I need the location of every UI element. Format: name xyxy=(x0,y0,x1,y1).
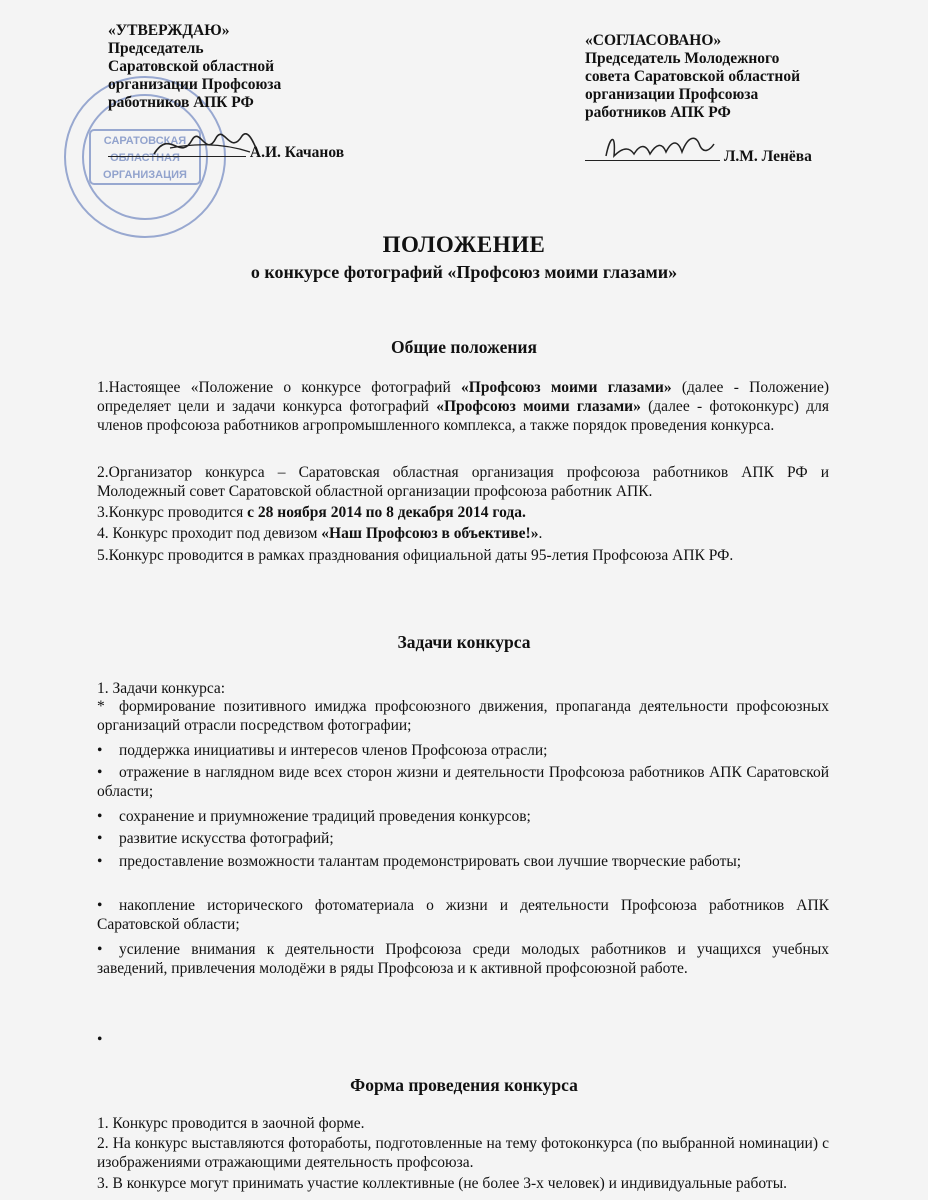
paragraph-5: 5.Конкурс проводится в рамках празднования официальной даты 95-летия Профсоюза АПК РФ. xyxy=(97,547,734,564)
bullet-marker: • xyxy=(97,853,103,870)
list-intro: 1. Задачи конкурса: xyxy=(97,680,226,697)
section-heading: Общие положения xyxy=(391,337,537,357)
approval-line: Председатель Молодежного xyxy=(585,50,780,67)
form-list-item: 3. В конкурсе могут принимать участие коллективные (не более 3-х человек) и индивидуальные работы. xyxy=(97,1175,787,1192)
bullet-marker: • xyxy=(97,941,103,958)
approval-line: совета Саратовской областной xyxy=(585,68,800,85)
bullet-marker: • xyxy=(97,808,103,825)
paragraph-2: 2.Организатор конкурса – Саратовская областная организация профсоюза работников АПК РФ и Молодежный совет Саратовской областной организации профсоюза работник АПК. xyxy=(97,464,829,500)
task-list-item xyxy=(97,763,829,801)
bullet-marker: * xyxy=(97,698,105,715)
bullet-marker: • xyxy=(97,897,103,914)
section-heading: Задачи конкурса xyxy=(397,632,531,652)
signer-name: А.И. Качанов xyxy=(249,144,345,161)
handwritten-signature-right xyxy=(600,126,720,166)
stamp-text-top: САРАТОВСКАЯ xyxy=(103,135,187,147)
signer-name: Л.М. Ленёва xyxy=(723,148,812,165)
task-text: развитие искусства фотографий; xyxy=(119,830,334,847)
task-list-item xyxy=(97,896,829,934)
approval-header: «УТВЕРЖДАЮ» xyxy=(108,22,230,39)
form-list-item: 2. На конкурс выставляются фотоработы, подготовленные на тему фотоконкурса (по выбранной номинации) с изображениями отражающими деятельность профсоюза. xyxy=(97,1135,829,1171)
approval-line: организации Профсоюза xyxy=(108,76,282,93)
approval-header: «СОГЛАСОВАНО» xyxy=(585,32,722,49)
task-text: накопление исторического фотоматериала о жизни и деятельности Профсоюза работников АПК Саратовской области; xyxy=(97,897,829,933)
task-list-item xyxy=(97,829,829,848)
task-text: отражение в наглядном виде всех сторон жизни и деятельности Профсоюза работников АПК Саратовской области; xyxy=(97,764,829,800)
approval-line: Саратовской областной xyxy=(108,58,275,75)
approval-line: организации Профсоюза xyxy=(585,86,759,103)
paragraph-1: 1.Настоящее «Положение о конкурсе фотографий «Профсоюз моими глазами» (далее - Положение) определяет цели и задачи конкурса фотографий «Профсоюз моими глазами» (далее - фотоконкурс) для членов профсоюза работников агропромышленного комплекса, а также порядок проведения конкурса. xyxy=(97,379,829,434)
bullet-marker: • xyxy=(97,742,103,759)
task-list-item xyxy=(97,741,829,760)
form-list-item: 1. Конкурс проводится в заочной форме. xyxy=(97,1115,365,1132)
approval-block-left xyxy=(108,22,368,112)
task-text: предоставление возможности талантам продемонстрировать свои лучшие творческие работы; xyxy=(119,853,742,870)
stamp-text-bot: ОРГАНИЗАЦИЯ xyxy=(103,169,187,181)
stamp-text-mid: ОБЛАСТНАЯ xyxy=(110,152,180,164)
bullet-marker: • xyxy=(97,764,103,781)
task-text: сохранение и приумножение традиций проведения конкурсов; xyxy=(119,808,531,825)
task-list-item xyxy=(97,697,829,735)
paragraph-3: 3.Конкурс проводится с 28 ноября 2014 по 8 декабря 2014 года. xyxy=(97,504,526,521)
approval-line: работников АПК РФ xyxy=(108,94,254,111)
document-title: ПОЛОЖЕНИЕ xyxy=(382,232,546,257)
empty-bullet: • xyxy=(97,1031,103,1048)
approval-line: Председатель xyxy=(108,40,204,57)
paragraph-4: 4. Конкурс проходит под девизом «Наш Профсоюз в объективе!». xyxy=(97,525,543,542)
approval-block-right xyxy=(585,32,875,122)
task-text: формирование позитивного имиджа профсоюзного движения, пропаганда деятельности профсоюзных организаций отрасли посредством фотографии; xyxy=(97,698,829,734)
task-text: усиление внимания к деятельности Профсоюза среди молодых работников и учащихся учебных заведений, привлечения молодёжи в ряды Профсоюза и к активной профсоюзной работе. xyxy=(97,941,829,977)
approval-line: работников АПК РФ xyxy=(585,104,731,121)
bullet-marker: • xyxy=(97,830,103,847)
task-text: поддержка инициативы и интересов членов Профсоюза отрасли; xyxy=(119,742,548,759)
document-subtitle: о конкурсе фотографий «Профсоюз моими глазами» xyxy=(250,262,678,282)
handwritten-signature-left xyxy=(150,118,260,168)
task-list-item xyxy=(97,940,829,978)
section-heading: Форма проведения конкурса xyxy=(350,1075,578,1095)
task-list-item xyxy=(97,807,829,826)
task-list-item xyxy=(97,852,829,871)
